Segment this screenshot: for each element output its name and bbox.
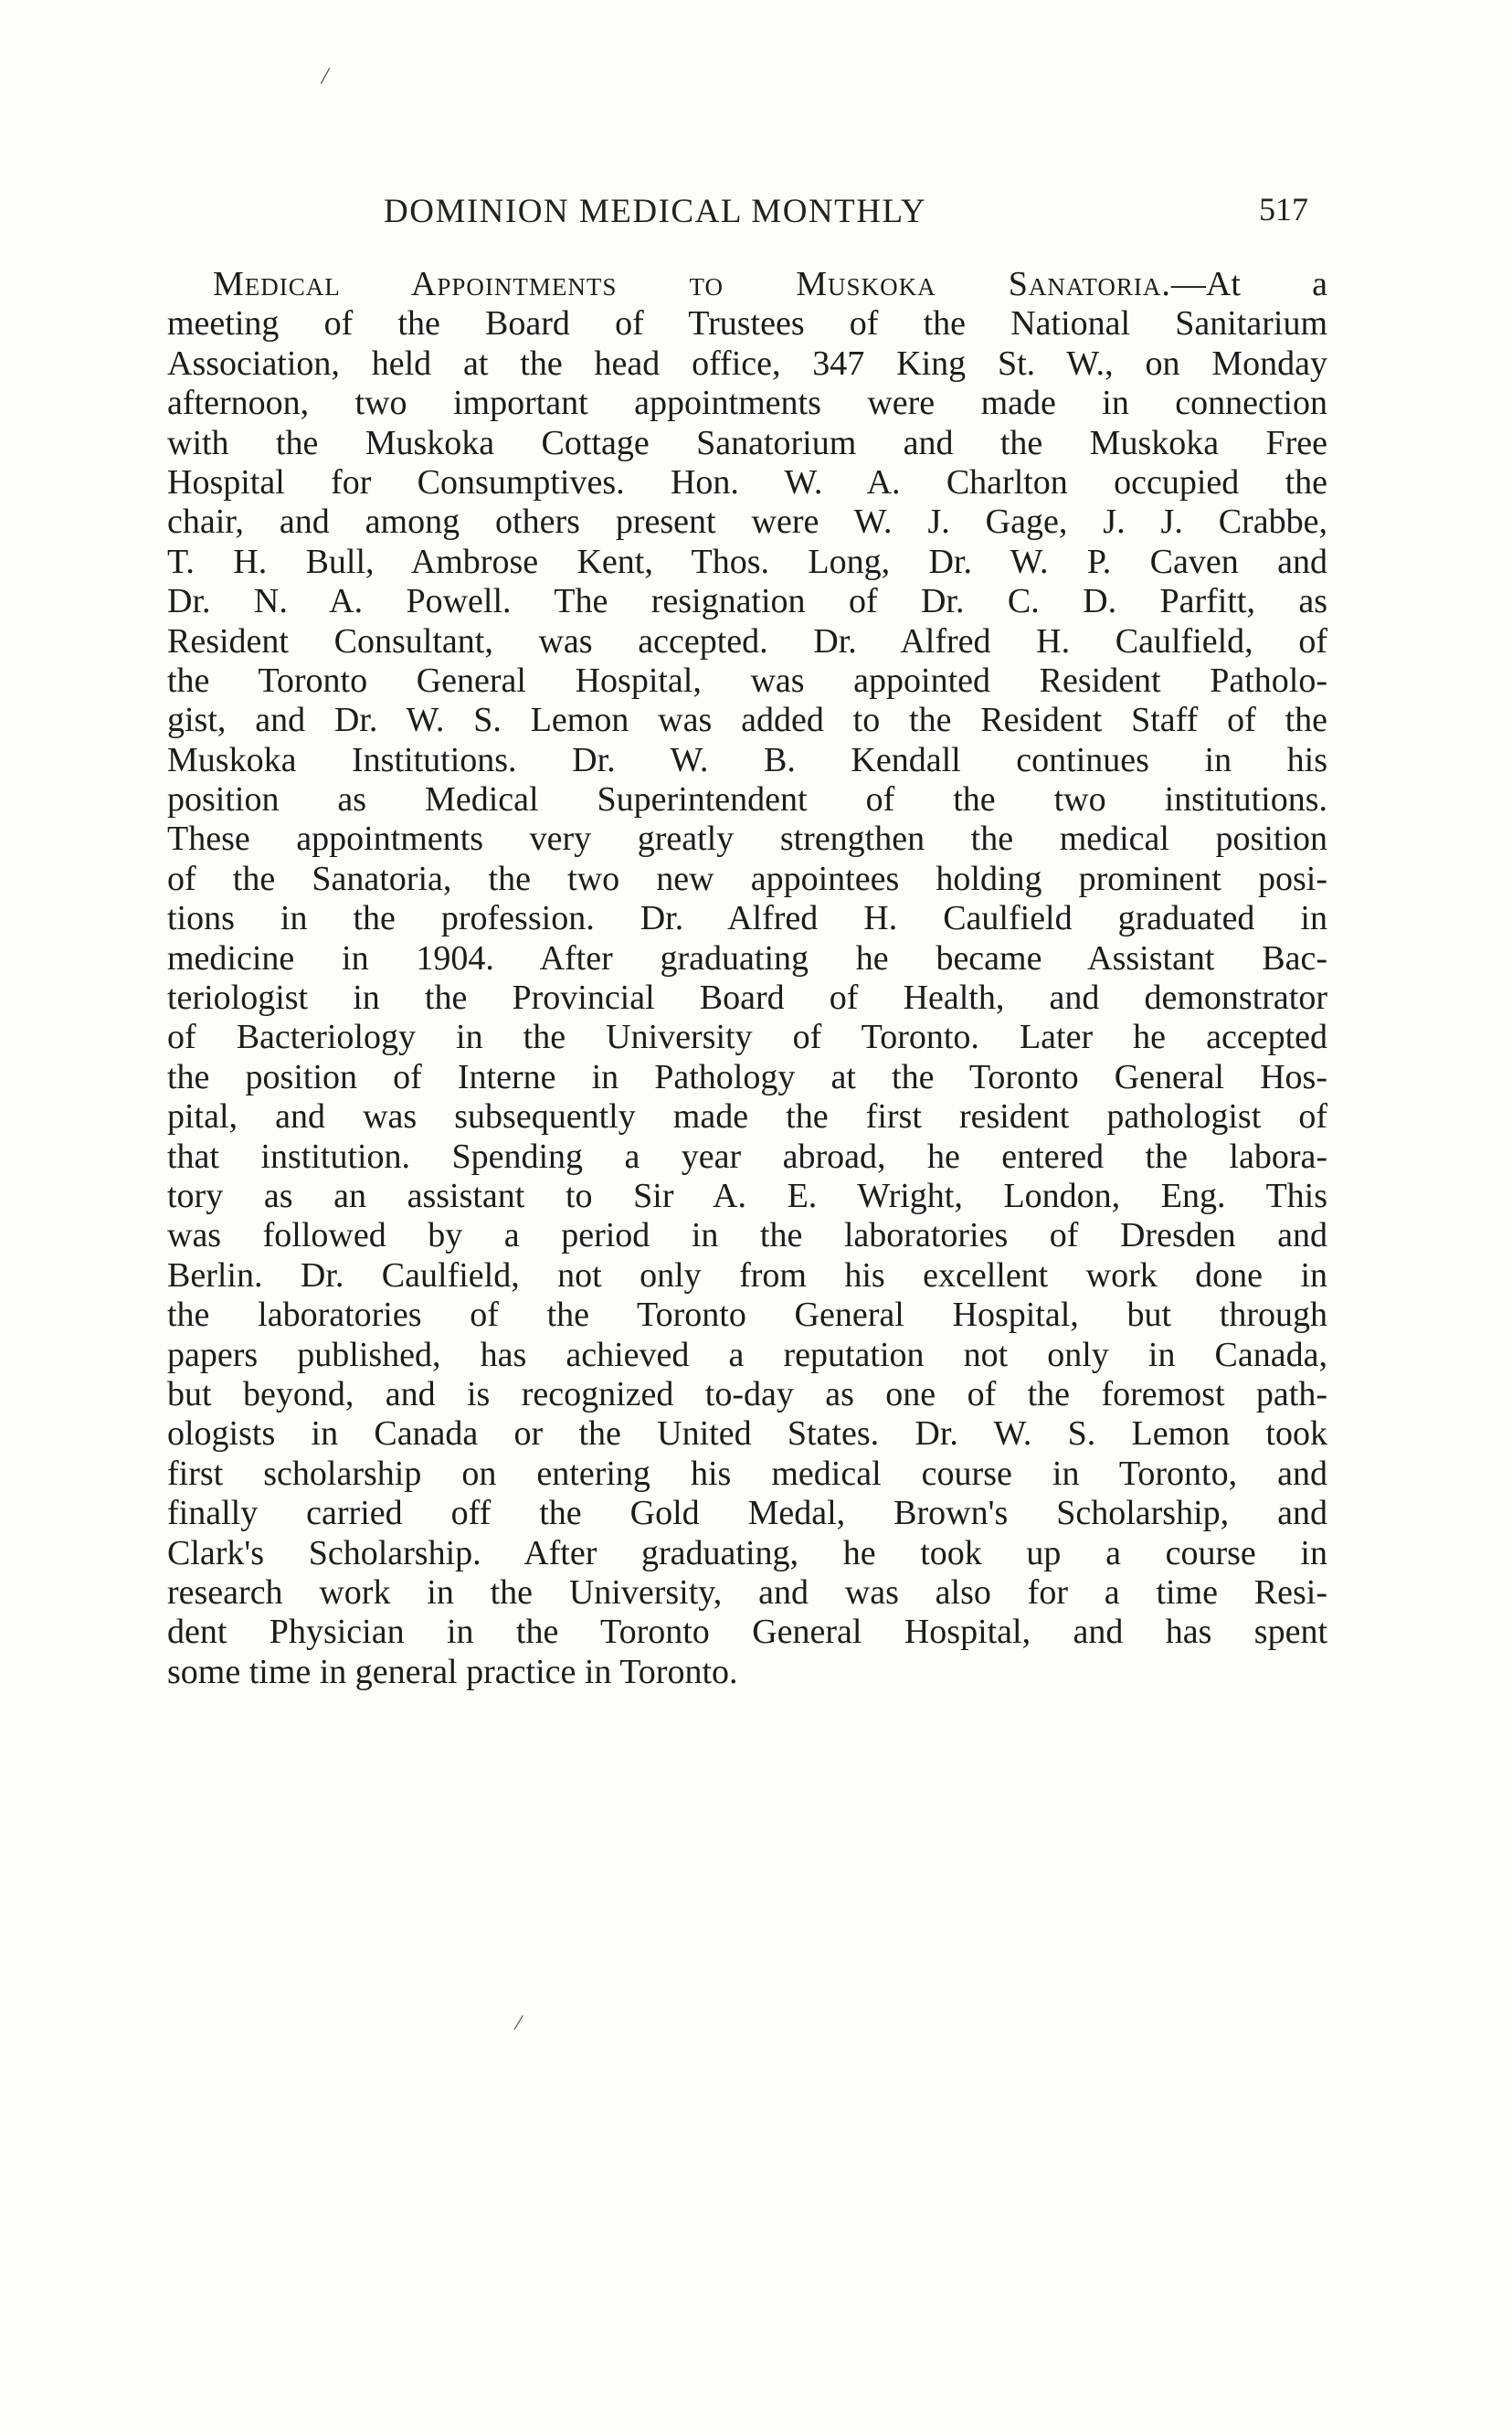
article-body bbox=[167, 265, 1327, 1692]
article-line: Hospital for Consumptives. Hon. W. A. Charlton occupied the bbox=[167, 462, 1327, 502]
article-line: with the Muskoka Cottage Sanatorium and the Muskoka Free bbox=[167, 423, 1327, 462]
article-line: tions in the profession. Dr. Alfred H. Caulfield graduated in bbox=[167, 899, 1327, 938]
article-line-1-text: —At a bbox=[1170, 265, 1327, 303]
article-line: gist, and Dr. W. S. Lemon was added to the Resident Staff of the bbox=[167, 701, 1327, 740]
article-line: ologists in Canada or the United States. Dr. W. S. Lemon took bbox=[167, 1414, 1327, 1454]
article-line: research work in the University, and was also for a time Resi- bbox=[167, 1572, 1327, 1612]
article-line-last: some time in general practice in Toronto. bbox=[167, 1652, 738, 1691]
article-line: that institution. Spending a year abroad, he entered the labora- bbox=[167, 1137, 1327, 1176]
article-line: first scholarship on entering his medical course in Toronto, and bbox=[167, 1454, 1327, 1493]
journal-title: DOMINION MEDICAL MONTHLY bbox=[384, 193, 927, 230]
article-line: Muskoka Institutions. Dr. W. B. Kendall continues in his bbox=[167, 740, 1327, 779]
article-line: the Toronto General Hospital, was appointed Resident Patholo- bbox=[167, 661, 1327, 700]
article-line: finally carried off the Gold Medal, Brown's Scholarship, and bbox=[167, 1494, 1327, 1533]
article-line: Berlin. Dr. Caulfield, not only from his excellent work done in bbox=[167, 1255, 1327, 1295]
article-line-1 bbox=[167, 265, 1327, 304]
article-line: tory as an assistant to Sir A. E. Wright, London, Eng. This bbox=[167, 1176, 1327, 1215]
stray-pencil-mark: / bbox=[513, 2008, 525, 2037]
article-heading: Medical Appointments to Muskoka Sanatoria. bbox=[213, 265, 1171, 303]
article-line: pital, and was subsequently made the first resident pathologist of bbox=[167, 1097, 1327, 1137]
article-line: the position of Interne in Pathology at the Toronto General Hos- bbox=[167, 1057, 1327, 1096]
article-line: but beyond, and is recognized to-day as one of the foremost path- bbox=[167, 1374, 1327, 1413]
article-line: chair, and among others present were W. J. Gage, J. J. Crabbe, bbox=[167, 503, 1327, 542]
article-line: These appointments very greatly strengthen the medical position bbox=[167, 820, 1327, 859]
article-line: T. H. Bull, Ambrose Kent, Thos. Long, Dr. W. P. Caven and bbox=[167, 542, 1327, 581]
article-line: medicine in 1904. After graduating he became Assistant Bac- bbox=[167, 938, 1327, 978]
article-line: the laboratories of the Toronto General Hospital, but through bbox=[167, 1296, 1327, 1335]
article-line: meeting of the Board of Trustees of the National Sanitarium bbox=[167, 304, 1327, 344]
article-line: of Bacteriology in the University of Toronto. Later he accepted bbox=[167, 1018, 1327, 1057]
article-line: of the Sanatoria, the two new appointees holding prominent posi- bbox=[167, 859, 1327, 898]
article-line: papers published, has achieved a reputation not only in Canada, bbox=[167, 1335, 1327, 1374]
article-line: Association, held at the head office, 347 King St. W., on Monday bbox=[167, 344, 1327, 383]
article-line: Resident Consultant, was accepted. Dr. Alfred H. Caulfield, of bbox=[167, 621, 1327, 661]
article-line: Clark's Scholarship. After graduating, he took up a course in bbox=[167, 1533, 1327, 1572]
article-line: Dr. N. A. Powell. The resignation of Dr. C. D. Parfitt, as bbox=[167, 582, 1327, 621]
article-line: dent Physician in the Toronto General Hospital, and has spent bbox=[167, 1613, 1327, 1652]
article-line: teriologist in the Provincial Board of Health, and demonstrator bbox=[167, 979, 1327, 1018]
page-number: 517 bbox=[1259, 191, 1308, 228]
article-line: position as Medical Superintendent of the two institutions. bbox=[167, 780, 1327, 820]
article-line: was followed by a period in the laboratories of Dresden and bbox=[167, 1216, 1327, 1255]
article-line: afternoon, two important appointments were made in connection bbox=[167, 384, 1327, 423]
running-head bbox=[0, 192, 1512, 236]
stray-pencil-mark: / bbox=[319, 61, 332, 91]
